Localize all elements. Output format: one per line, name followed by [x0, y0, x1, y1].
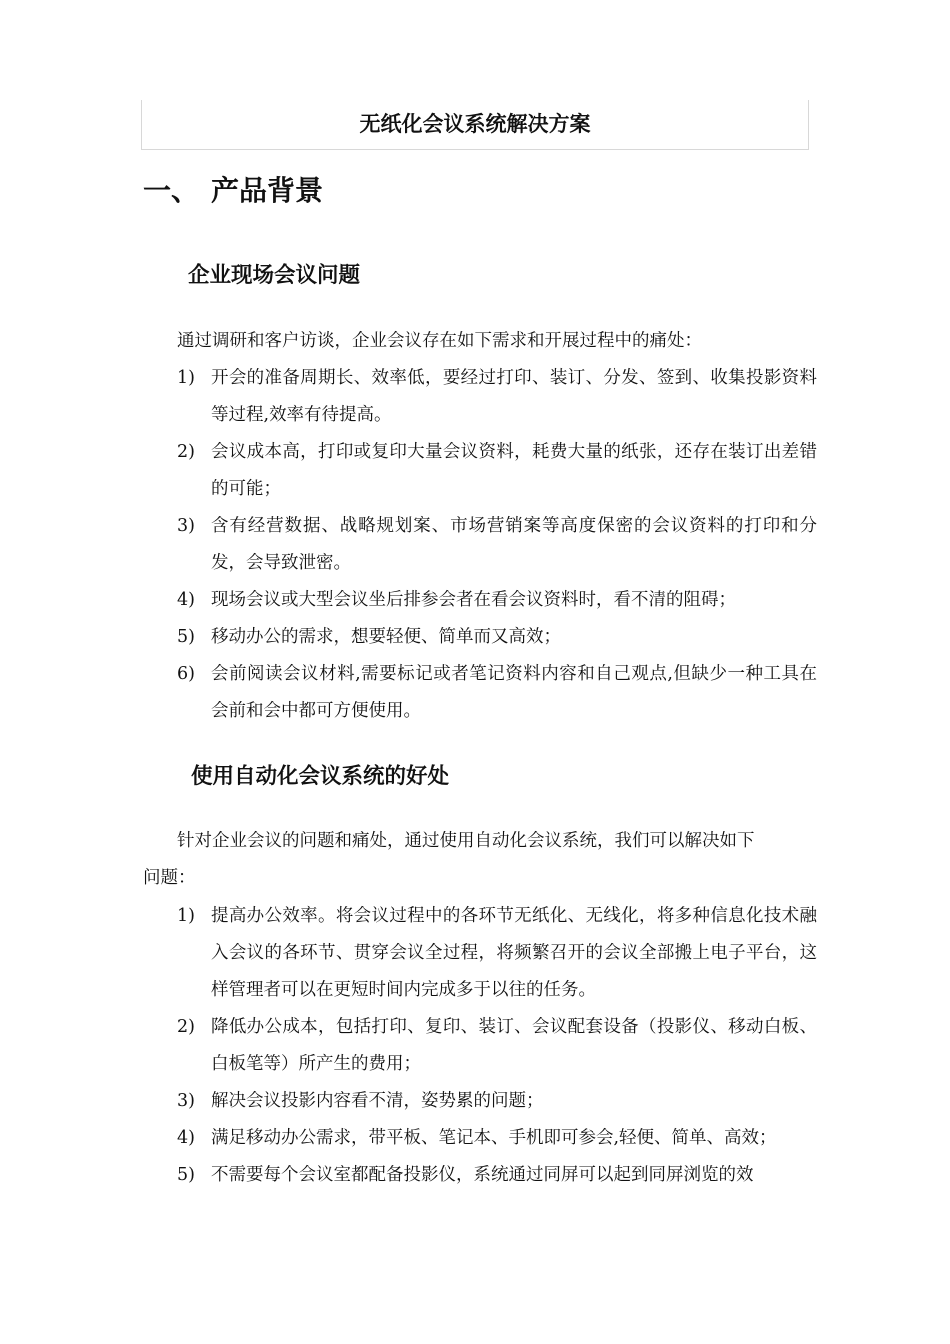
list-marker: 2) — [177, 442, 195, 462]
list-text: 移动办公的需求，想要轻便、简单而又高效； — [211, 627, 561, 647]
list-marker: 5) — [177, 1165, 195, 1185]
subsection-2-intro-line1: 针对企业会议的问题和痛处，通过使用自动化会议系统，我们可以解决如下 — [177, 831, 755, 851]
list-marker: 1) — [177, 368, 195, 388]
list-item — [177, 656, 817, 730]
list-text: 解决会议投影内容看不清，姿势累的问题； — [211, 1091, 544, 1111]
list-marker: 6) — [177, 664, 195, 684]
list-marker: 4) — [177, 590, 195, 610]
list-text: 含有经营数据、战略规划案、市场营销案等高度保密的会议资料的打印和分发，会导致泄密。 — [211, 516, 817, 573]
list-text: 不需要每个会议室都配备投影仪，系统通过同屏可以起到同屏浏览的效 — [211, 1165, 754, 1185]
list-text: 现场会议或大型会议坐后排参会者在看会议资料时，看不清的阻碍； — [211, 590, 736, 610]
list-item — [177, 360, 817, 434]
list-marker: 4) — [177, 1128, 195, 1148]
list-item — [177, 898, 817, 1009]
document-header — [141, 100, 809, 150]
list-item — [177, 1083, 817, 1120]
list-text: 开会的准备周期长、效率低，要经过打印、装订、分发、签到、收集投影资料等过程,效率有待提高。 — [211, 368, 817, 425]
list-text: 提高办公效率。将会议过程中的各环节无纸化、无线化，将多种信息化技术融入会议的各环节、贯穿会议全过程，将频繁召开的会议全部搬上电子平台，这样管理者可以在更短时间内完成多于以往的任务。 — [211, 906, 817, 1000]
list-item — [177, 582, 817, 619]
subsection-1-intro: 通过调研和客户访谈，企业会议存在如下需求和开展过程中的痛处： — [177, 331, 702, 351]
list-text: 会议成本高，打印或复印大量会议资料，耗费大量的纸张，还存在装订出差错的可能； — [211, 442, 817, 499]
list-item — [177, 1009, 817, 1083]
section-number: 一、 — [143, 174, 200, 207]
subsection-heading-1: 企业现场会议问题 — [188, 263, 361, 288]
list-item — [177, 508, 817, 582]
list-marker: 1) — [177, 906, 195, 926]
list-text: 会前阅读会议材料,需要标记或者笔记资料内容和自己观点,但缺少一种工具在会前和会中都可方便使用。 — [211, 664, 817, 721]
list-item — [177, 434, 817, 508]
subsection-2-list — [177, 898, 817, 1194]
document-title: 无纸化会议系统解决方案 — [359, 112, 591, 136]
list-text: 满足移动办公需求，带平板、笔记本、手机即可参会,轻便、简单、高效； — [211, 1128, 777, 1148]
section-title: 产品背景 — [211, 174, 324, 207]
list-text: 降低办公成本，包括打印、复印、装订、会议配套设备（投影仪、移动白板、白板笔等）所产生的费用； — [211, 1017, 817, 1074]
list-marker: 3) — [177, 516, 195, 536]
list-item — [177, 619, 817, 656]
subsection-2-intro-line2: 问题： — [143, 868, 196, 888]
list-item — [177, 1120, 817, 1157]
subsection-1-list — [177, 360, 817, 730]
list-marker: 5) — [177, 627, 195, 647]
list-item — [177, 1157, 817, 1194]
section-heading — [143, 169, 323, 209]
list-marker: 2) — [177, 1017, 195, 1037]
subsection-heading-2: 使用自动化会议系统的好处 — [191, 764, 450, 789]
list-marker: 3) — [177, 1091, 195, 1111]
